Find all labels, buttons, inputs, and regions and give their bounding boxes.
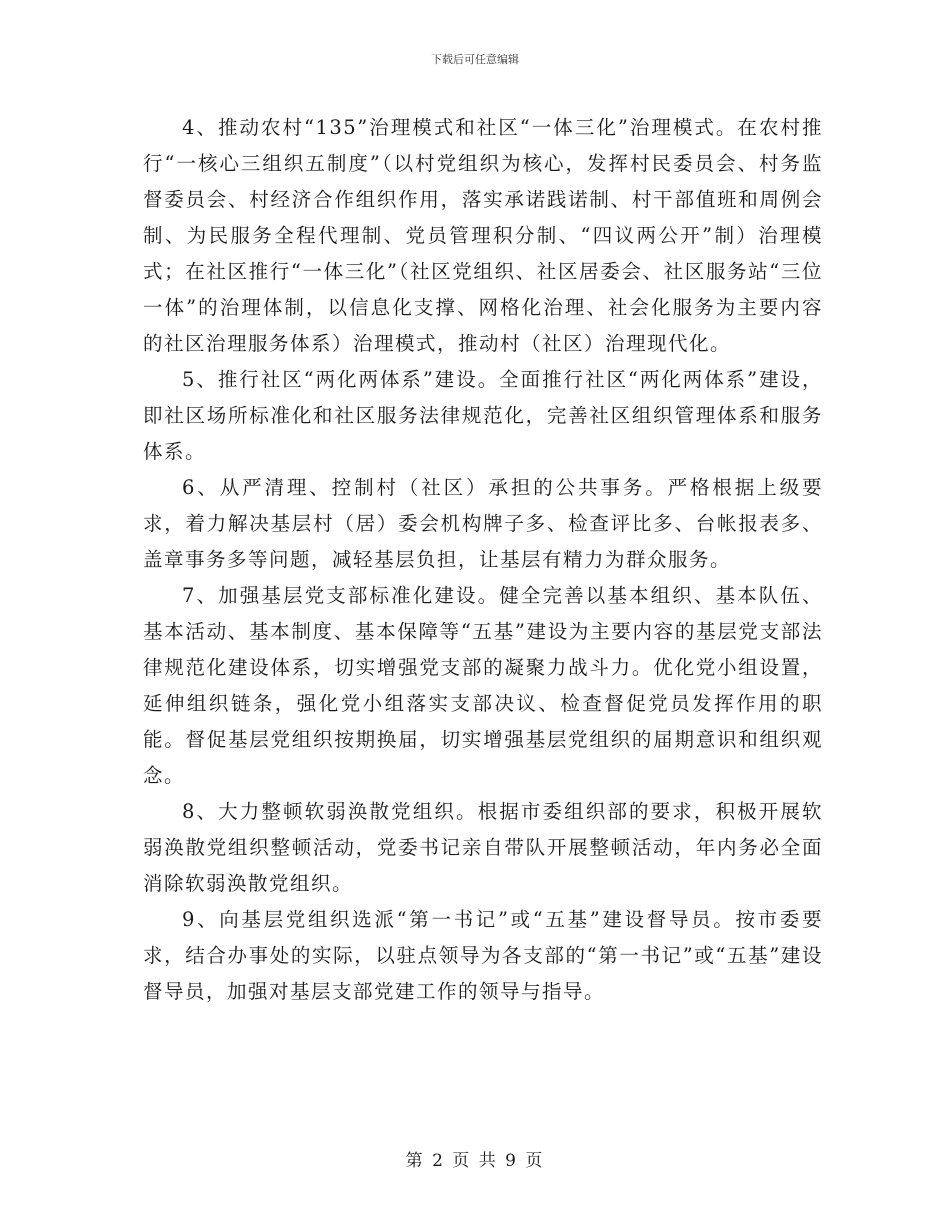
page-number-footer: 第 2 页 共 9 页 bbox=[405, 1151, 545, 1171]
paragraph-item-8: 8、大力整顿软弱涣散党组织。根据市委组织部的要求，积极开展软弱涣散党组织整顿活动，党委书记亲自带队开展整顿活动，年内务必全面消除软弱涣散党组织。 bbox=[143, 800, 823, 895]
document-body bbox=[143, 110, 823, 1010]
paragraph-item-7: 7、加强基层党支部标准化建设。健全完善以基本组织、基本队伍、基本活动、基本制度、基本保障等“五基”建设为主要内容的基层党支部法律规范化建设体系，切实增强党支部的凝聚力战斗力。优化党小组设置，延伸组织链条，强化党小组落实支部决议、检查督促党员发挥作用的职能。督促基层党组织按期换届，切实增强基层党组织的届期意识和组织观念。 bbox=[143, 584, 823, 787]
paragraph-item-4: 4、推动农村“135”治理模式和社区“一体三化”治理模式。在农村推行“一核心三组织五制度”（以村党组织为核心，发挥村民委员会、村务监督委员会、村经济合作组织作用，落实承诺践诺制、村干部值班和周例会制、为民服务全程代理制、党员管理积分制、“四议两公开”制）治理模式；在社区推行“一体三化”（社区党组织、社区居委会、社区服务站“三位一体”的治理体制，以信息化支撑、网格化治理、社会化服务为主要内容的社区治理服务体系）治理模式，推动村（社区）治理现代化。 bbox=[143, 116, 823, 355]
page-header-note: 下载后可任意编辑 bbox=[431, 53, 519, 66]
paragraph-item-5: 5、推行社区“两化两体系”建设。全面推行社区“两化两体系”建设，即社区场所标准化和社区服务法律规范化，完善社区组织管理体系和服务体系。 bbox=[143, 368, 823, 463]
paragraph-item-6: 6、从严清理、控制村（社区）承担的公共事务。严格根据上级要求，着力解决基层村（居）委会机构牌子多、检查评比多、台帐报表多、盖章事务多等问题，减轻基层负担，让基层有精力为群众服务。 bbox=[143, 476, 823, 571]
paragraph-item-9: 9、向基层党组织选派“第一书记”或“五基”建设督导员。按市委要求，结合办事处的实际，以驻点领导为各支部的“第一书记”或“五基”建设督导员，加强对基层支部党建工作的领导与指导。 bbox=[143, 908, 823, 1003]
